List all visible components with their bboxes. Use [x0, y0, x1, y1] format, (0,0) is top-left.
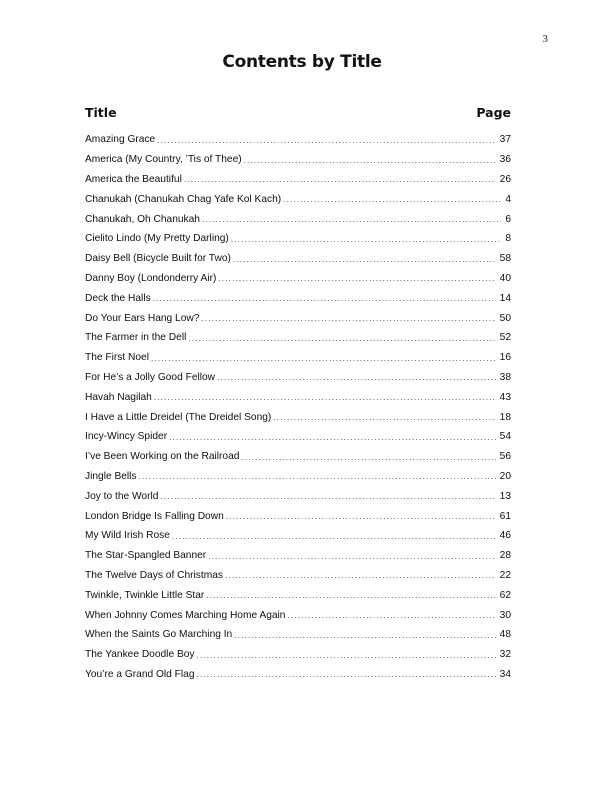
toc-entry [85, 249, 511, 269]
toc-entry [85, 130, 511, 150]
contents-list [85, 130, 511, 684]
entry-page: 38 [499, 371, 511, 383]
dot-leader [157, 137, 495, 145]
entry-page: 30 [499, 609, 511, 621]
dot-leader [202, 216, 501, 224]
dot-leader [201, 315, 495, 323]
entry-title: Cielito Lindo (My Pretty Darling) [85, 233, 229, 245]
dot-leader [184, 176, 496, 184]
toc-entry [85, 387, 511, 407]
entry-page: 28 [499, 550, 511, 562]
entry-title: Chanukah (Chanukah Chag Yafe Kol Kach) [85, 193, 282, 205]
entry-page: 56 [499, 451, 511, 463]
dot-leader [139, 473, 496, 481]
entry-page: 50 [499, 312, 511, 324]
page-title: Contents by Title [222, 52, 382, 72]
toc-entry [85, 625, 511, 645]
entry-page: 61 [499, 510, 511, 522]
entry-title: My Wild Irish Rose [85, 530, 170, 542]
entry-page: 34 [499, 668, 511, 680]
dot-leader [154, 394, 496, 402]
dot-leader [234, 632, 495, 640]
entry-title: America (My Country, ’Tis of Thee) [85, 154, 242, 166]
toc-entry [85, 546, 511, 566]
entry-title: The Farmer in the Dell [85, 332, 187, 344]
entry-title: You’re a Grand Old Flag [85, 668, 195, 680]
entry-title: The Star-Spangled Banner [85, 550, 207, 562]
entry-page: 58 [499, 253, 511, 265]
entry-title: I Have a Little Dreidel (The Dreidel Song) [85, 411, 272, 423]
entry-page: 43 [499, 391, 511, 403]
dot-leader [225, 572, 496, 580]
toc-entry [85, 229, 511, 249]
entry-page: 16 [499, 352, 511, 364]
dot-leader [169, 434, 496, 442]
page-number: 3 [542, 33, 548, 45]
toc-entry [85, 189, 511, 209]
entry-title: The Yankee Doodle Boy [85, 649, 195, 661]
dot-leader [153, 295, 496, 303]
entry-page: 40 [499, 272, 511, 284]
entry-page: 18 [499, 411, 511, 423]
entry-title: Joy to the World [85, 490, 159, 502]
entry-page: 26 [499, 173, 511, 185]
entry-page: 46 [499, 530, 511, 542]
entry-page: 6 [505, 213, 511, 225]
toc-entry [85, 170, 511, 190]
entry-title: Twinkle, Twinkle Little Star [85, 589, 205, 601]
dot-leader [188, 335, 495, 343]
entry-page: 62 [499, 589, 511, 601]
toc-entry [85, 645, 511, 665]
toc-entry [85, 506, 511, 526]
dot-leader [233, 256, 496, 264]
dot-leader [241, 454, 495, 462]
dot-leader [217, 374, 496, 382]
toc-entry [85, 447, 511, 467]
entry-title: When the Saints Go Marching In [85, 629, 233, 641]
entry-title: For He’s a Jolly Good Fellow [85, 371, 216, 383]
entry-title: When Johnny Comes Marching Home Again [85, 609, 286, 621]
entry-page: 22 [499, 569, 511, 581]
entry-title: Daisy Bell (Bicycle Built for Two) [85, 253, 231, 265]
entry-title: Deck the Halls [85, 292, 151, 304]
toc-entry [85, 665, 511, 685]
dot-leader [160, 493, 495, 501]
entry-title: Havah Nagilah [85, 391, 152, 403]
entry-page: 8 [505, 233, 511, 245]
dot-leader [287, 612, 495, 620]
toc-entry [85, 269, 511, 289]
dot-leader [226, 513, 496, 521]
toc-entry [85, 427, 511, 447]
entry-page: 20 [499, 470, 511, 482]
toc-entry [85, 585, 511, 605]
entry-title: Incy-Wincy Spider [85, 431, 168, 443]
entry-page: 48 [499, 629, 511, 641]
entry-title: America the Beautiful [85, 173, 182, 185]
toc-entry [85, 486, 511, 506]
title-column-header: Title [85, 105, 117, 120]
page-column-header: Page [476, 105, 511, 120]
entry-title: The Twelve Days of Christmas [85, 569, 223, 581]
toc-entry [85, 566, 511, 586]
toc-entry [85, 209, 511, 229]
toc-entry [85, 348, 511, 368]
entry-title: Chanukah, Oh Chanukah [85, 213, 200, 225]
entry-page: 4 [505, 193, 511, 205]
dot-leader [197, 652, 496, 660]
dot-leader [151, 355, 496, 363]
dot-leader [283, 196, 501, 204]
toc-entry [85, 308, 511, 328]
toc-entry [85, 526, 511, 546]
entry-title: Do Your Ears Hang Low? [85, 312, 200, 324]
entry-page: 32 [499, 649, 511, 661]
dot-leader [197, 671, 496, 679]
entry-page: 13 [499, 490, 511, 502]
dot-leader [208, 553, 495, 561]
toc-entry [85, 407, 511, 427]
toc-entry [85, 328, 511, 348]
toc-entry [85, 368, 511, 388]
toc-entry [85, 150, 511, 170]
dot-leader [273, 414, 495, 422]
toc-entry [85, 288, 511, 308]
entry-title: The First Noel [85, 352, 149, 364]
entry-title: I’ve Been Working on the Railroad [85, 451, 240, 463]
dot-leader [244, 157, 496, 165]
dot-leader [206, 592, 495, 600]
entry-title: London Bridge Is Falling Down [85, 510, 224, 522]
entry-title: Jingle Bells [85, 470, 137, 482]
dot-leader [172, 533, 496, 541]
entry-page: 37 [499, 134, 511, 146]
entry-page: 52 [499, 332, 511, 344]
column-headers [85, 105, 511, 120]
entry-title: Danny Boy (Londonderry Air) [85, 272, 217, 284]
entry-page: 14 [499, 292, 511, 304]
dot-leader [231, 236, 502, 244]
entry-page: 54 [499, 431, 511, 443]
toc-entry [85, 605, 511, 625]
entry-page: 36 [499, 154, 511, 166]
entry-title: Amazing Grace [85, 134, 156, 146]
toc-entry [85, 467, 511, 487]
dot-leader [218, 275, 495, 283]
